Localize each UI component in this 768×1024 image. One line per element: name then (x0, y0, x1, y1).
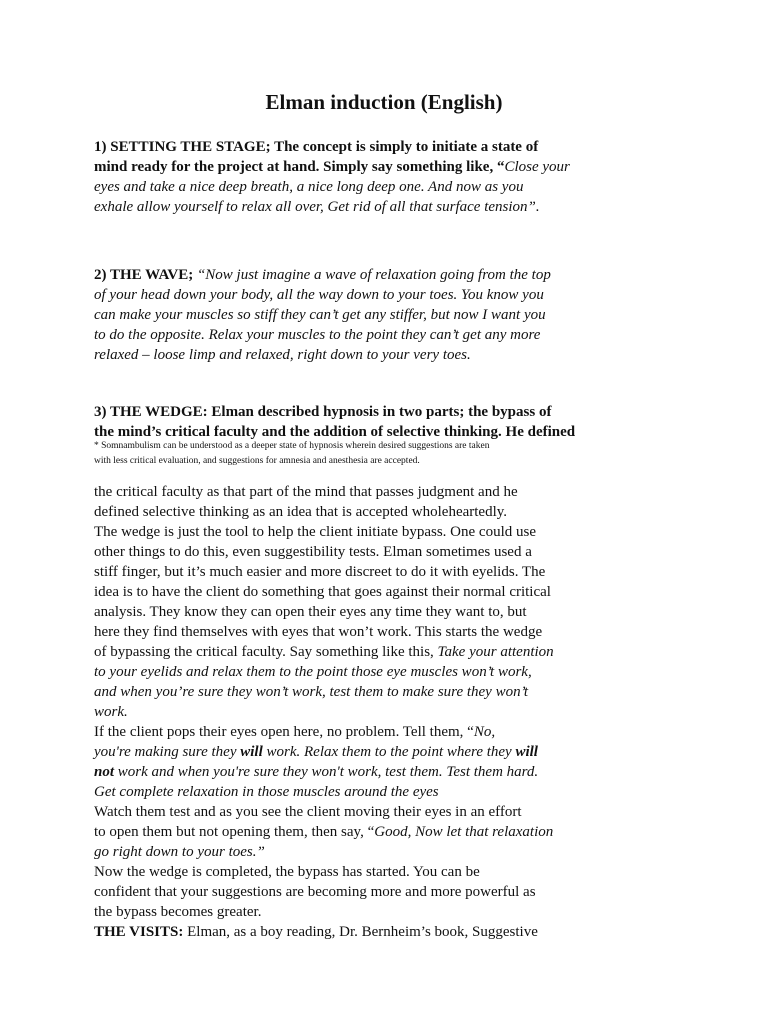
section-heading: 1) SETTING THE STAGE; (94, 139, 271, 155)
text-line: THE VISITS: Elman, as a boy reading, Dr. Bernheim’s book, Suggestive (94, 924, 538, 940)
text-line: confident that your suggestions are becoming more and more powerful as (94, 884, 536, 900)
section-the-wedge (94, 402, 674, 442)
text-line: can make your muscles so stiff they can’t get any stiffer, but now I want you (94, 307, 546, 323)
text-line: Now the wedge is completed, the bypass has started. You can be (94, 864, 480, 880)
text-line: to your eyelids and relax them to the point those eye muscles won’t work, (94, 664, 532, 680)
text-line: relaxed – loose limp and relaxed, right down to your very toes. (94, 347, 471, 363)
section-heading: THE VISITS: (94, 924, 184, 940)
section-heading: 3) THE WEDGE: (94, 404, 208, 420)
footnote-line: with less critical evaluation, and suggestions for amnesia and anesthesia are accepted. (94, 456, 420, 466)
page-title: Elman induction (English) (265, 90, 503, 114)
text-line: exhale allow yourself to relax all over, Get rid of all that surface tension”. (94, 199, 540, 215)
text-line: work. (94, 704, 128, 720)
text-line: If the client pops their eyes open here, no problem. Tell them, “No, (94, 724, 496, 740)
text-line: 3) THE WEDGE: Elman described hypnosis in two parts; the bypass of (94, 404, 552, 420)
text-line: The wedge is just the tool to help the client initiate bypass. One could use (94, 524, 536, 540)
text-line: mind ready for the project at hand. Simply say something like, “Close your (94, 159, 570, 175)
text-line: Watch them test and as you see the client moving their eyes in an effort (94, 804, 522, 820)
text-line: defined selective thinking as an idea that is accepted wholeheartedly. (94, 504, 508, 520)
text-line: go right down to your toes.” (94, 844, 265, 860)
text-line: eyes and take a nice deep breath, a nice long deep one. And now as you (94, 179, 524, 195)
text-line: 1) SETTING THE STAGE; The concept is simply to initiate a state of (94, 139, 539, 155)
text-line: the critical faculty as that part of the mind that passes judgment and he (94, 484, 518, 500)
text-line: other things to do this, even suggestibility tests. Elman sometimes used a (94, 544, 532, 560)
text-line: to open them but not opening them, then say, “Good, Now let that relaxation (94, 824, 554, 840)
text-line: of your head down your body, all the way down to your toes. You know you (94, 287, 544, 303)
text-line: and when you’re sure they won’t work, test them to make sure they won’t (94, 684, 529, 700)
text-line: 2) THE WAVE; “Now just imagine a wave of relaxation going from the top (94, 267, 551, 283)
section-setting-the-stage (94, 137, 674, 217)
body-text (94, 482, 674, 942)
text-line: analysis. They know they can open their eyes any time they want to, but (94, 604, 527, 620)
text-line: here they find themselves with eyes that won’t work. This starts the wedge (94, 624, 543, 640)
text-line: you're making sure they will work. Relax them to the point where they will (94, 744, 538, 760)
text-line: not work and when you're sure they won't work, test them. Test them hard. (94, 764, 539, 780)
text-line: of bypassing the critical faculty. Say something like this, Take your attention (94, 644, 554, 660)
text-line: the bypass becomes greater. (94, 904, 262, 920)
footnote (94, 439, 694, 469)
footnote-line: * Somnambulism can be understood as a deeper state of hypnosis wherein desired suggestions are taken (94, 441, 490, 451)
text-line: the mind’s critical faculty and the addition of selective thinking. He defined (94, 424, 576, 440)
text-line: idea is to have the client do something that goes against their normal critical (94, 584, 551, 600)
text-line: stiff finger, but it’s much easier and more discreet to do it with eyelids. The (94, 564, 546, 580)
text-line: to do the opposite. Relax your muscles to the point they can’t get any more (94, 327, 541, 343)
section-heading: 2) THE WAVE; (94, 267, 194, 283)
section-the-wave (94, 265, 674, 365)
text-line: Get complete relaxation in those muscles around the eyes (94, 784, 439, 800)
